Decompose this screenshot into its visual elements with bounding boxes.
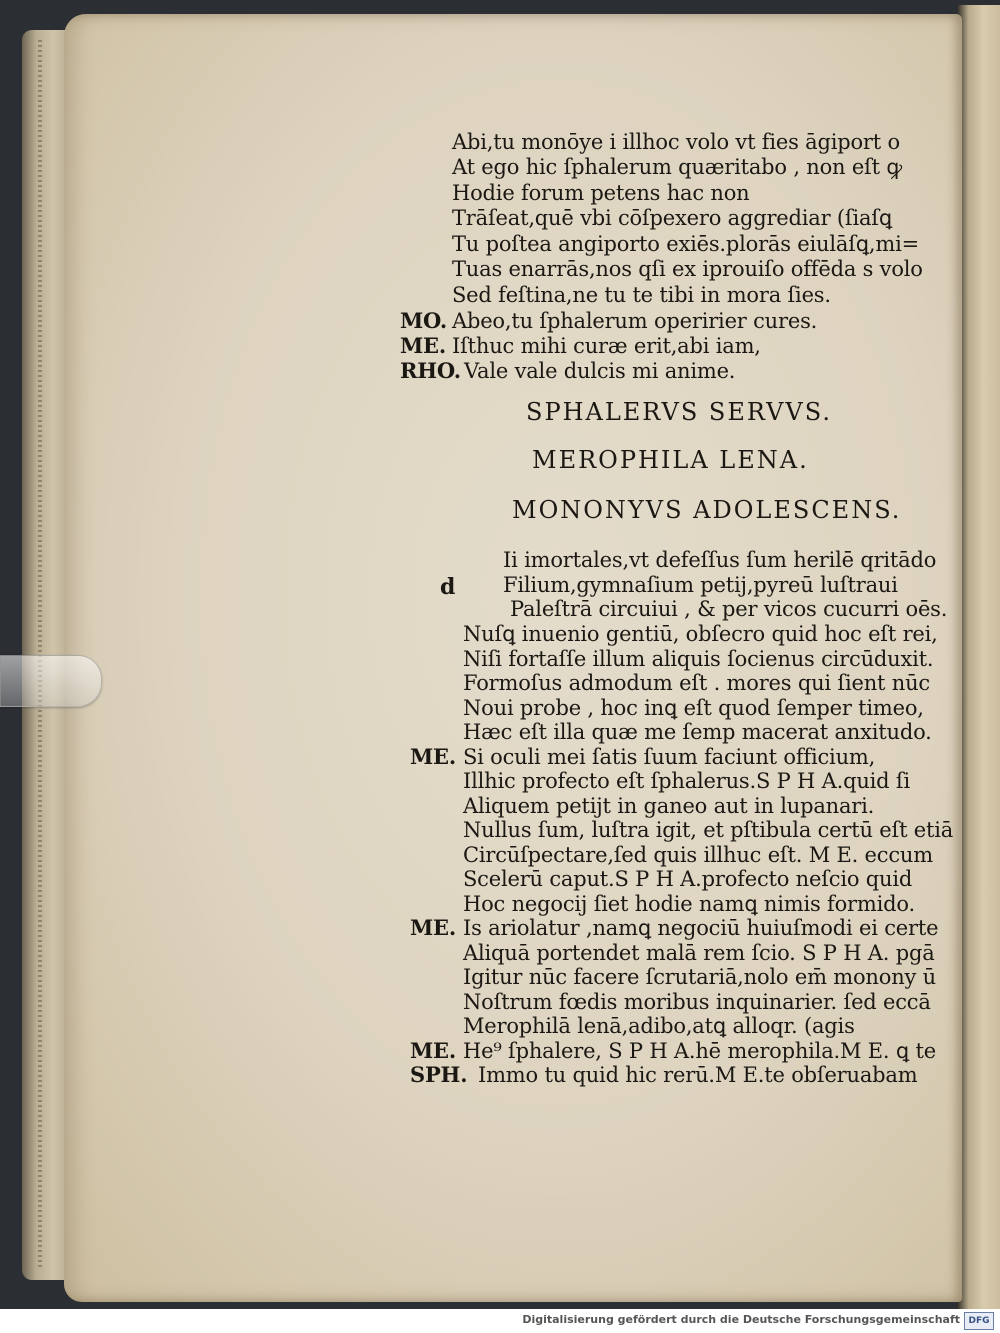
verse-line: Vale vale dulcis mi anime. [464, 359, 736, 383]
verse-line: Tu poſtea angiporto exiēs.plorās eiulāſꝗ,mi= [452, 232, 920, 256]
verse-line: Merophilā lenā,adibo,atꝗ alloqr. (agis [463, 1014, 855, 1038]
verse-line: Iſthuc mihi curæ erit,abi iam, [452, 334, 761, 358]
verse-line: Illhic profecto eſt ſphalerus.S P H A.quid ſi [463, 769, 910, 793]
cast-heading: MONONYVS ADOLESCENS. [512, 496, 902, 524]
page-clip [0, 655, 102, 707]
dfg-logo: DFG [964, 1312, 994, 1330]
verse-line: He⁹ ſphalere, S P H A.hē merophila.M E. ꝗ te [463, 1039, 936, 1063]
speaker-label: ME. [410, 1038, 456, 1063]
speaker-label: SPH. [410, 1062, 468, 1087]
verse-line: Trāſeat,quē vbi cōſpexero aggrediar (ſiaſꝗ [452, 206, 893, 230]
speaker-label: ME. [410, 744, 456, 769]
verse-line: Circūſpectare,ſed quis illhuc eſt. M E. eccum [463, 843, 933, 867]
cast-heading: SPHALERVS SERVVS. [526, 398, 832, 426]
verse-line: Hoc negocij ſiet hodie namꝗ nimis formido. [463, 892, 915, 916]
verse-line: Abeo,tu ſphalerum operirier cures. [452, 309, 818, 333]
footer-bar [0, 1309, 1000, 1333]
verse-line: Hodie forum petens hac non [452, 181, 750, 205]
verse-line: Abi,tu monōye i illhoc volo vt fies āgiport o [452, 130, 900, 154]
speaker-label: MO. [400, 308, 448, 333]
speaker-label: RHO. [400, 358, 461, 383]
verse-line: Niſi fortaſſe illum aliquis ſocienus circūduxit. [463, 647, 934, 671]
verse-line: Ii imortales,vt defeſſus ſum herilē qritādo [503, 548, 937, 572]
verse-line: At ego hic ſphalerum quæritabo , non eſt ꝙ [452, 155, 902, 179]
verse-line: Aliquem petijt in ganeo aut in lupanari. [463, 794, 875, 818]
speaker-label: ME. [410, 915, 456, 940]
verse-line: Igitur nūc facere ſcrutariā,nolo em̄ monony ū [463, 965, 936, 989]
speaker-label: ME. [400, 333, 446, 358]
marginal-signature-letter: d [440, 574, 456, 600]
verse-line: Nuſꝗ inuenio gentiū, obſecro quid hoc eſt rei, [463, 622, 938, 646]
verse-line: Aliquā portendet malā rem ſcio. S P H A. pgā [463, 941, 935, 965]
verse-line: Nullus ſum, luſtra igit, et pſtibula certū eſt etiā [463, 818, 954, 842]
verse-line: Immo tu quid hic rerū.M E.te obſeruabam [478, 1063, 918, 1087]
facing-page-edge [958, 5, 1000, 1310]
cast-heading: MEROPHILA LENA. [532, 446, 809, 474]
footer-credit: Digitalisierung gefördert durch die Deutsche Forschungsgemeinschaft [522, 1313, 960, 1326]
verse-line: Sed feſtina,ne tu te tibi in mora ſies. [452, 283, 831, 307]
verse-line: Paleſtrā circuiui , & per vicos cucurri oēs. [510, 597, 948, 621]
verse-line: Si oculi mei ſatis ſuum faciunt officium, [463, 745, 876, 769]
verse-line: Noſtrum fœdis moribus inquinarier. ſed eccā [463, 990, 931, 1014]
verse-line: Is ariolatur ,namꝗ negociū huiuſmodi ei certe [463, 916, 939, 940]
verse-line: Formoſus admodum eſt . mores qui ſient nūc [463, 671, 930, 695]
verse-line: Hæc eſt illa quæ me ſemp macerat anxitudo. [463, 720, 932, 744]
verse-line: Noui probe , hoc inꝗ eſt quod ſemper timeo, [463, 696, 924, 720]
verse-line: Tuas enarrās,nos qſi ex iprouiſo offēda s volo [452, 257, 923, 281]
verse-line: Filium,gymnaſium petij,pyreū luſtraui [503, 573, 898, 597]
verse-line: Scelerū caput.S P H A.profecto neſcio quid [463, 867, 913, 891]
